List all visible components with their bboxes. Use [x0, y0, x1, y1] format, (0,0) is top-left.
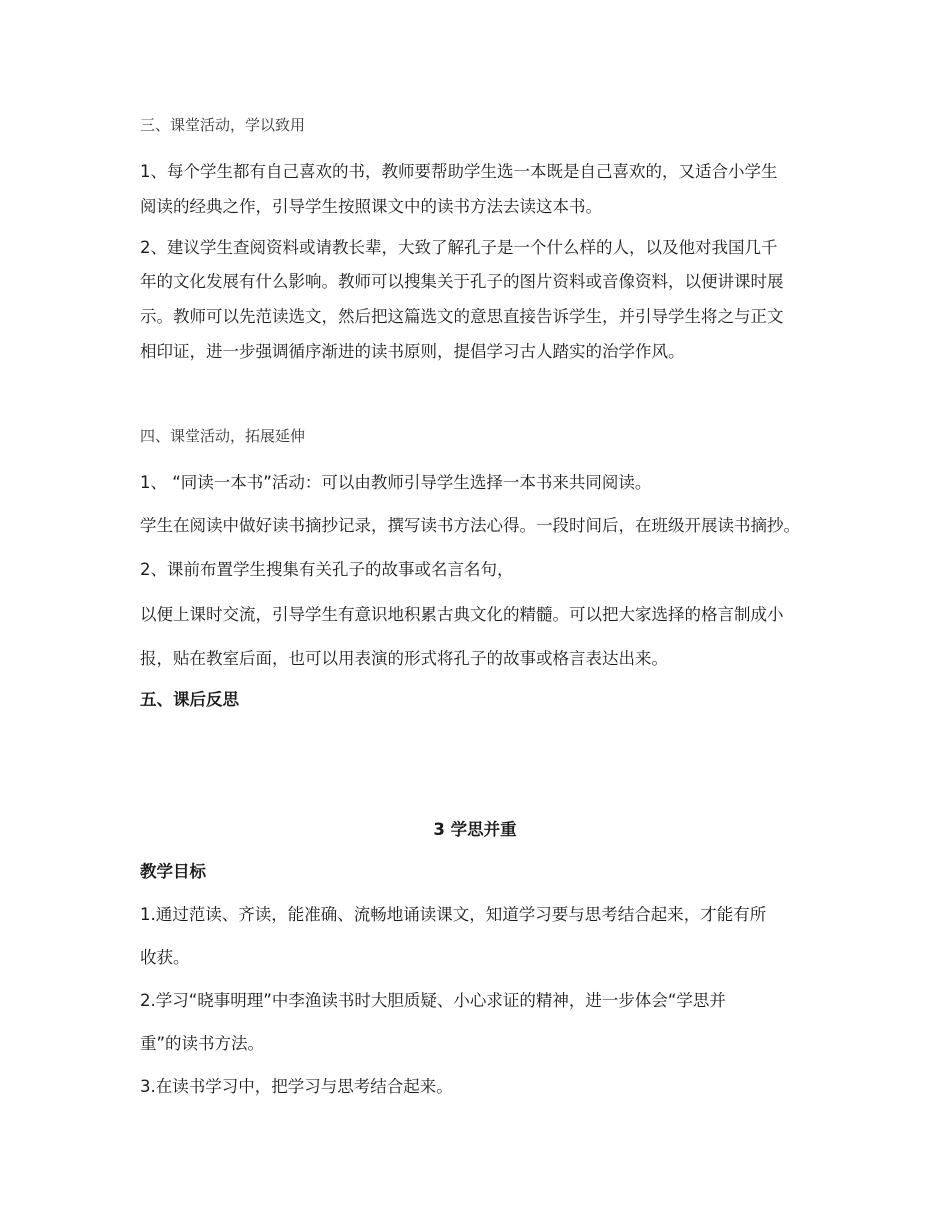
paragraph-line: 1、每个学生都有自己喜欢的书，教师要帮助学生选一本既是自己喜欢的，又适合小学生: [140, 162, 778, 181]
goal-line: 3.在读书学习中，把学习与思考结合起来。: [140, 1077, 453, 1096]
goal-line: 收获。: [140, 948, 190, 967]
paragraph-line: 相印证，进一步强调循序渐进的读书原则，提倡学习古人踏实的治学作风。: [140, 342, 685, 361]
paragraph-line: 年的文化发展有什么影响。教师可以搜集关于孔子的图片资料或音像资料，以便讲课时展: [140, 272, 784, 291]
paragraph-line: 以便上课时交流，引导学生有意识地积累古典文化的精髓。可以把大家选择的格言制成小: [140, 605, 784, 624]
section-heading-4: 四、课堂活动，拓展延伸: [140, 427, 306, 445]
goals-heading: 教学目标: [140, 862, 206, 881]
paragraph-line: 阅读的经典之作，引导学生按照课文中的读书方法去读这本书。: [140, 197, 602, 216]
paragraph-line: 示。教师可以先范读选文，然后把这篇选文的意思直接告诉学生，并引导学生将之与正文: [140, 307, 784, 326]
section-heading-3: 三、课堂活动，学以致用: [140, 116, 306, 134]
paragraph-line: 1、 “同读一本书”活动：可以由教师引导学生选择一本书来共同阅读。: [140, 473, 652, 492]
lesson-title: 3 学思并重: [433, 820, 517, 839]
goal-line: 重”的读书方法。: [140, 1034, 265, 1053]
section-heading-5: 五、课后反思: [140, 690, 239, 709]
paragraph-line: 2、课前布置学生搜集有关孔子的故事或名言名句，: [140, 560, 514, 579]
goal-line: 1.通过范读、齐读，能准确、流畅地诵读课文，知道学习要与思考结合起来，才能有所: [140, 905, 767, 924]
paragraph-line: 学生在阅读中做好读书摘抄记录，撰写读书方法心得。一段时间后，在班级开展读书摘抄。: [140, 516, 800, 535]
goal-line: 2.学习“晓事明理”中李渔读书时大胆质疑、小心求证的精神，进一步体会“学思并: [140, 991, 726, 1010]
paragraph-line: 2、建议学生查阅资料或请教长辈，大致了解孔子是一个什么样的人，以及他对我国几千: [140, 238, 778, 257]
paragraph-line: 报，贴在教室后面，也可以用表演的形式将孔子的故事或格言表达出来。: [140, 649, 668, 668]
